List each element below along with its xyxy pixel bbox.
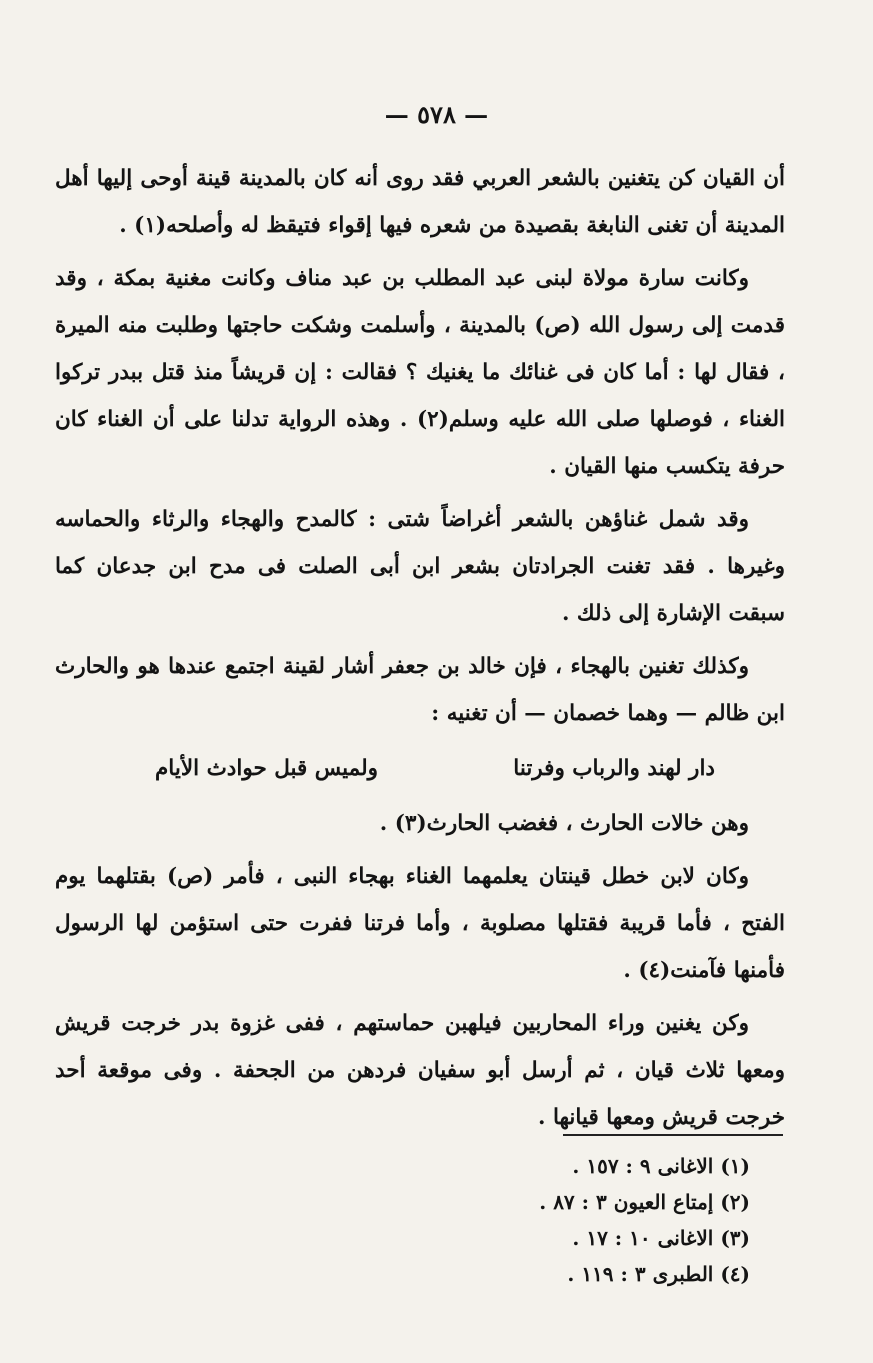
paragraph-5: وهن خالات الحارث ، فغضب الحارث(٣) . — [379, 811, 749, 836]
footnote-1: (١) الاغانى ٩ : ١٥٧ . — [572, 1154, 750, 1178]
paragraph-7: وكن يغنين وراء المحاربين فيلهبن حماستهم ، ففى غزوة بدر خرجت قريش ومعها ثلاث قيان ، ثم أرسل أبو سفيان فردهن من الجحفة . وفى موقعة أحد خرجت قريش ومعها قيانها . — [55, 1011, 785, 1130]
paragraph-2: وكانت سارة مولاة لبنى عبد المطلب بن عبد مناف وكانت مغنية بمكة ، وقد قدمت إلى رسول الله (ص) بالمدينة ، وأسلمت وشكت حاجتها وطلبت منه الميرة ، فقال لها : أما كان فى غنائك ما يغنيك ؟ فقالت : إن قريشاً منذ قتل ببدر تركوا الغناء ، فوصلها صلى الله عليه وسلم(٢) . وهذه الرواية تدلنا على أن الغناء كان حرفة يتكسب منها القيان . — [55, 266, 785, 479]
footnote-divider — [563, 1134, 783, 1136]
paragraph-1: أن القيان كن يتغنين بالشعر العربي فقد روى أنه كان بالمدينة قينة أوحى إليها أهل المدينة أن تغنى النابغة بقصيدة من شعره فيها إقواء فتيقظ له وأصلحه(١) . — [55, 166, 785, 238]
footnote-2: (٢) إمتاع العيون ٣ : ٨٧ . — [539, 1190, 750, 1214]
footnote-3: (٣) الاغانى ١٠ : ١٧ . — [572, 1226, 750, 1250]
page-number: — ٥٧٨ — — [384, 100, 489, 129]
footnotes — [420, 1148, 750, 1292]
poem-verse — [55, 745, 785, 792]
verse-first-hemistich: دار لهند والرباب وفرتنا — [513, 756, 715, 781]
paragraph-4: وكذلك تغنين بالهجاء ، فإن خالد بن جعفر أشار لقينة اجتمع عندها هو والحارث ابن ظالم — وهما خصمان — أن تغنيه : — [55, 654, 785, 726]
main-text — [55, 155, 785, 1141]
footnote-4: (٤) الطبرى ٣ : ١١٩ . — [567, 1262, 750, 1286]
paragraph-6: وكان لابن خطل قينتان يعلمهما الغناء بهجاء النبى ، فأمر (ص) بقتلهما يوم الفتح ، فأما قريبة فقتلها مصلوبة ، وأما فرتنا ففرت حتى استؤمن لها الرسول فأمنها فآمنت(٤) . — [55, 864, 785, 983]
paragraph-3: وقد شمل غناؤهن بالشعر أغراضاً شتى : كالمدح والهجاء والرثاء والحماسه وغيرها . فقد تغنت الجرادتان بشعر ابن أبى الصلت فى مدح ابن جدعان كما سبقت الإشارة إلى ذلك . — [55, 507, 785, 626]
verse-second-hemistich: ولميس قبل حوادث الأيام — [155, 756, 379, 781]
